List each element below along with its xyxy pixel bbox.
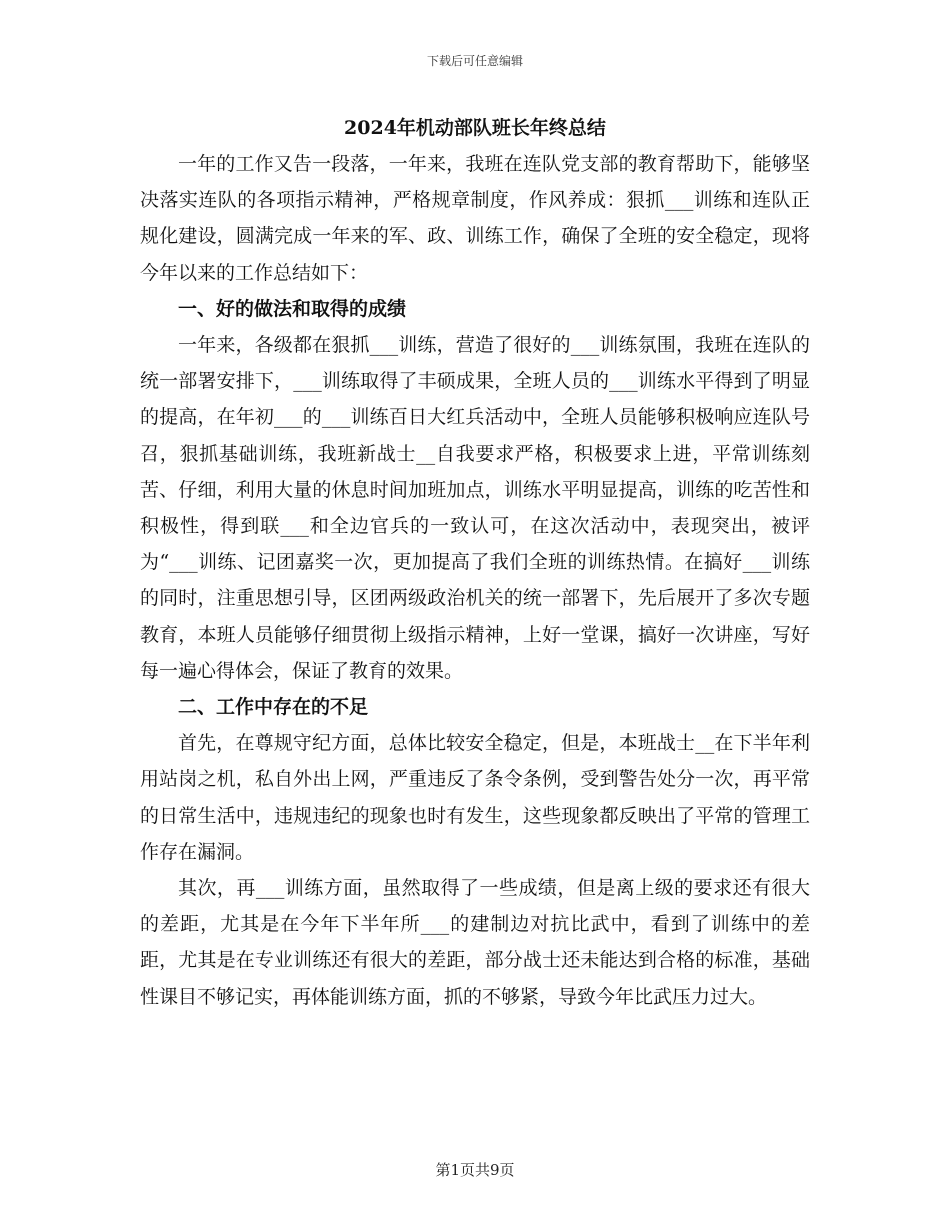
document-body [140,110,810,1015]
section-1-heading: 一、好的做法和取得的成绩 [178,297,407,320]
section-1-paragraph: 一年来，各级都在狠抓___训练，营造了很好的___训练氛围，我班在连队的统一部署安排下，___训练取得了丰硕成果，全班人员的___训练水平得到了明显的提高，在年初___的___训练百日大红兵活动中，全班人员能够积极响应连队号召，狠抓基础训练，我班新战士__自我要求严格，积极要求上进，平常训练刻苦、仔细，利用大量的休息时间加班加点，训练水平明显提高，训练的吃苦性和积极性，得到联___和全边官兵的一致认可，在这次活动中，表现突出，被评为“___训练、记团嘉奖一次，更加提高了我们全班的训练热情。在搞好___训练的同时，注重思想引导，区团两级政治机关的统一部署下，先后展开了多次专题教育，本班人员能够仔细贯彻上级指示精神，上好一堂课，搞好一次讲座，写好每一遍心得体会，保证了教育的效果。 [140,334,810,682]
document-title: 2024年机动部队班长年终总结 [344,117,606,139]
page-number: 第1页共9页 [435,1161,515,1179]
section-2-paragraph-1: 首先，在尊规守纪方面，总体比较安全稳定，但是，本班战士__在下半年利用站岗之机，私自外出上网，严重违反了条令条例，受到警告处分一次，再平常的日常生活中，违规违纪的现象也时有发生，这些现象都反映出了平常的管理工作存在漏洞。 [140,732,810,863]
intro-paragraph: 一年的工作又告一段落，一年来，我班在连队党支部的教育帮助下，能够坚决落实连队的各项指示精神，严格规章制度，作风养成：狠抓___训练和连队正规化建设，圆满完成一年来的军、政、训练工作，确保了全班的安全稳定，现将今年以来的工作总结如下： [140,153,810,284]
page-header-note: 下载后可任意编辑 [426,54,523,68]
section-2-heading: 二、工作中存在的不足 [178,696,369,719]
section-2-paragraph-2: 其次，再___训练方面，虽然取得了一些成绩，但是离上级的要求还有很大的差距，尤其是在今年下半年所___的建制边对抗比武中，看到了训练中的差距，尤其是在专业训练还有很大的差距，部分战士还未能达到合格的标准，基础性课目不够记实，再体能训练方面，抓的不够紧，导致今年比武压力过大。 [140,877,810,1008]
